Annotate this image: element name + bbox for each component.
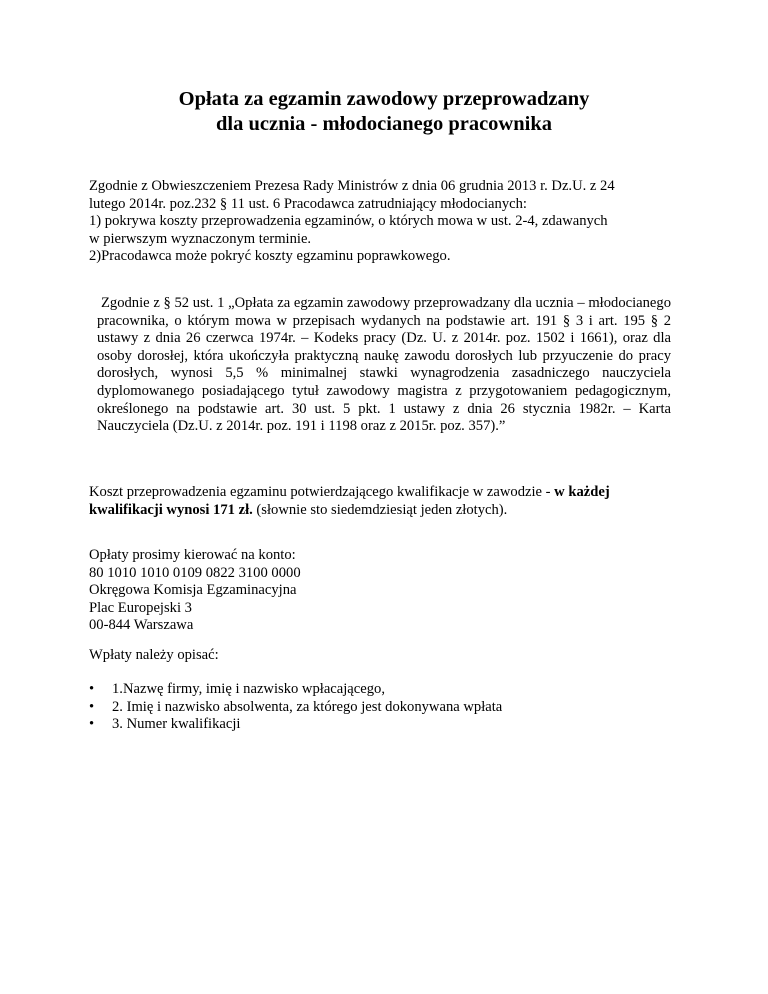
quote-text: Zgodnie z § 52 ust. 1 „Opłata za egzamin zawodowy przeprowadzany dla ucznia – młodocianego pracownika, o którym mowa w przepisach wydanych na podstawie art. 191 § 3 i art. 195 § 2 ustawy z dnia 26 czerwca 1974r. – Kodeks pracy (Dz. U. z 2014r. poz. 1502 i 1661), oraz dla osoby dorosłej, która ukończyła praktyczną naukę zawodu dorosłych lub przyuczenie do pracy dorosłych, wynosi 5,5 % minimalnej stawki wynagrodzenia zasadniczego nauczyciela dyplomowanego posiadającego tytuł zawodowy magistra z przygotowaniem pedagogicznym, określonego na podstawie art. 30 ust. 5 pkt. 1 ustawy z dnia 26 stycznia 1982r. – Karta Nauczyciela (Dz.U. z 2014r. poz. 191 i 1198 oraz z 2015r. poz. 357).” — [97, 295, 671, 435]
cost-amount: kwalifikacji wynosi 171 zł. — [89, 501, 253, 518]
cost-text: Koszt przeprowadzenia egzaminu potwierdzającego kwalifikacje w zawodzie - — [89, 484, 555, 500]
cost-line-2 — [89, 502, 679, 520]
account-number: 80 1010 1010 0109 0822 3100 0000 — [89, 564, 301, 581]
paragraph-quote — [97, 295, 671, 436]
title-line-2: dla ucznia - młodocianego pracownika — [216, 113, 552, 135]
payment-intro: Opłaty prosimy kierować na konto: — [89, 547, 296, 563]
paragraph-line: lutego 2014r. poz.232 § 11 ust. 6 Pracodawca zatrudniający młodocianych: — [89, 195, 527, 212]
paragraph-line: w pierwszym wyznaczonym terminie. — [89, 230, 312, 247]
list-item-text: 2. Imię i nazwisko absolwenta, za którego jest dokonywana wpłata — [112, 698, 503, 715]
paragraph-cost — [89, 484, 679, 519]
paragraph-line: Zgodnie z Obwieszczeniem Prezesa Rady Ministrów z dnia 06 grudnia 2013 r. Dz.U. z 24 — [89, 178, 615, 194]
list-item-text: 1.Nazwę firmy, imię i nazwisko wpłacającego, — [112, 681, 385, 697]
recipient-name: Okręgowa Komisja Egzaminacyjna — [89, 582, 297, 599]
list-item — [89, 681, 689, 699]
cost-bold: w każdej — [554, 484, 610, 500]
cost-words: (słownie sto siedemdziesiąt jeden złotych). — [252, 501, 508, 518]
bullet-icon: • — [89, 698, 95, 715]
paragraph-regulation — [89, 178, 679, 266]
paragraph-line: 2)Pracodawca może pokryć koszty egzaminu poprawkowego. — [89, 248, 451, 265]
document-title — [0, 87, 768, 137]
payment-details — [89, 547, 489, 635]
instructions-intro: Wpłaty należy opisać: — [89, 647, 219, 663]
title-line-1: Opłata za egzamin zawodowy przeprowadzany — [178, 88, 590, 110]
bullet-icon: • — [89, 716, 95, 733]
instructions-list — [89, 681, 689, 734]
recipient-city: 00-844 Warszawa — [89, 617, 194, 634]
bullet-icon: • — [89, 681, 95, 697]
paragraph-line: 1) pokrywa koszty przeprowadzenia egzaminów, o których mowa w ust. 2-4, zdawanych — [89, 213, 608, 230]
list-item — [89, 699, 689, 717]
list-item — [89, 716, 689, 734]
recipient-street: Plac Europejski 3 — [89, 599, 192, 616]
cost-line-1 — [89, 484, 679, 502]
list-item-text: 3. Numer kwalifikacji — [112, 716, 241, 733]
